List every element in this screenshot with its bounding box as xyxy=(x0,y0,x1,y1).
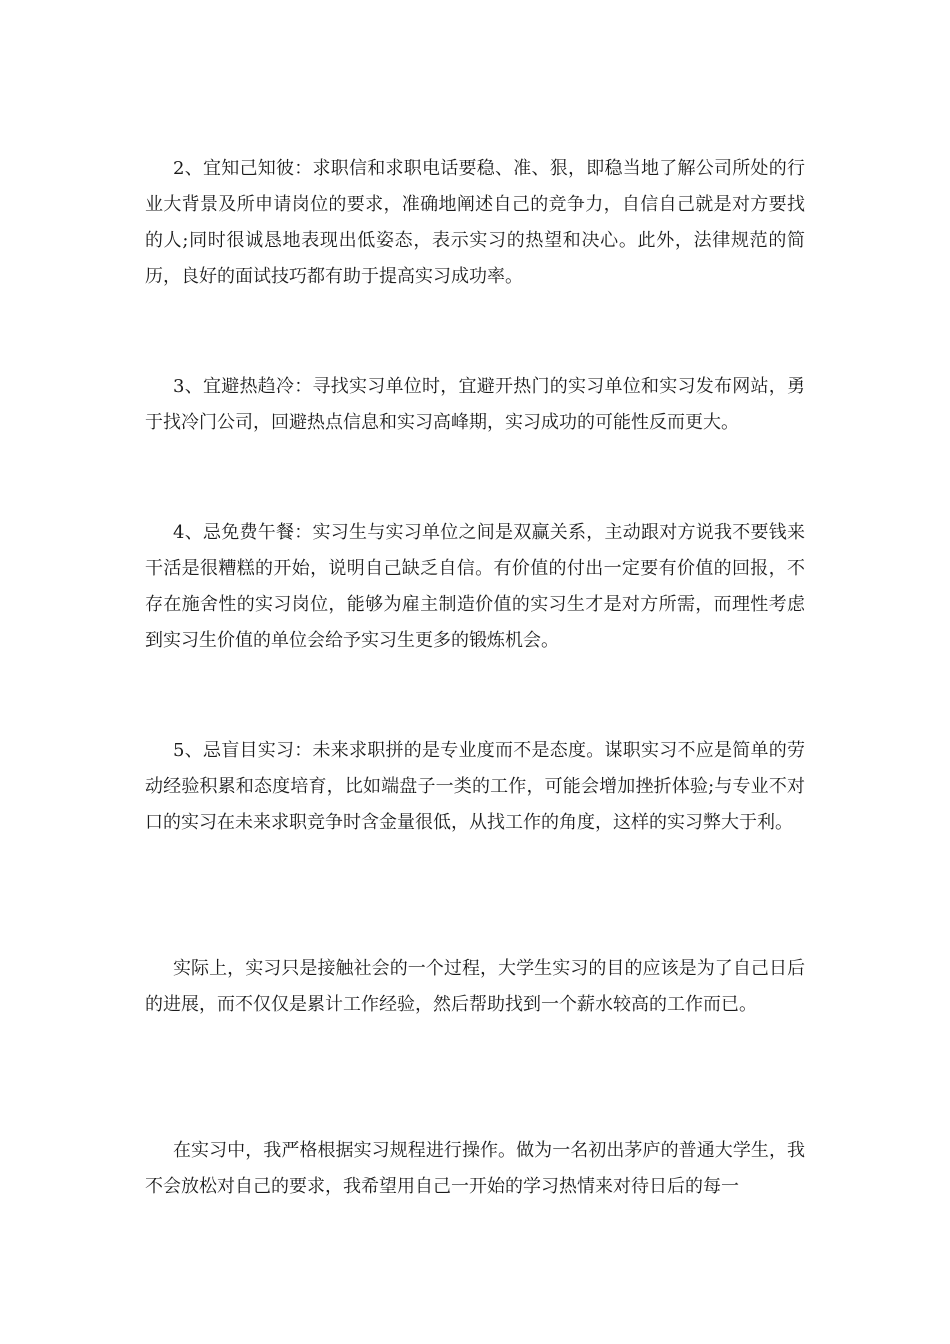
paragraph-summary: 实际上，实习只是接触社会的一个过程，大学生实习的目的应该是为了自己日后的进展，而不仅仅是累计工作经验，然后帮助找到一个薪水较高的工作而已。 xyxy=(145,958,805,1015)
paragraph-tip-5: 5、忌盲目实习：未来求职拼的是专业度而不是态度。谋职实习不应是简单的劳动经验积累和态度培育，比如端盘子一类的工作，可能会增加挫折体验;与专业不对口的实习在未来求职竞争时含金量很低，从找工作的角度，这样的实习弊大于利。 xyxy=(145,740,805,833)
paragraph-tip-3: 3、宜避热趋冷：寻找实习单位时，宜避开热门的实习单位和实习发布网站，勇于找冷门公司，回避热点信息和实习高峰期，实习成功的可能性反而更大。 xyxy=(145,376,805,433)
paragraph-tip-4: 4、忌免费午餐：实习生与实习单位之间是双赢关系，主动跟对方说我不要钱来干活是很糟糕的开始，说明自己缺乏自信。有价值的付出一定要有价值的回报，不存在施舍性的实习岗位，能够为雇主制造价值的实习生才是对方所需，而理性考虑到实习生价值的单位会给予实习生更多的锻炼机会。 xyxy=(145,522,805,651)
paragraph-reflection: 在实习中，我严格根据实习规程进行操作。做为一名初出茅庐的普通大学生，我不会放松对自己的要求，我希望用自己一开始的学习热情来对待日后的每一 xyxy=(145,1140,805,1197)
paragraph-tip-2: 2、宜知己知彼：求职信和求职电话要稳、准、狠，即稳当地了解公司所处的行业大背景及所申请岗位的要求，准确地阐述自己的竞争力，自信自己就是对方要找的人;同时很诚恳地表现出低姿态，表示实习的热望和决心。此外，法律规范的简历，良好的面试技巧都有助于提高实习成功率。 xyxy=(145,158,805,287)
